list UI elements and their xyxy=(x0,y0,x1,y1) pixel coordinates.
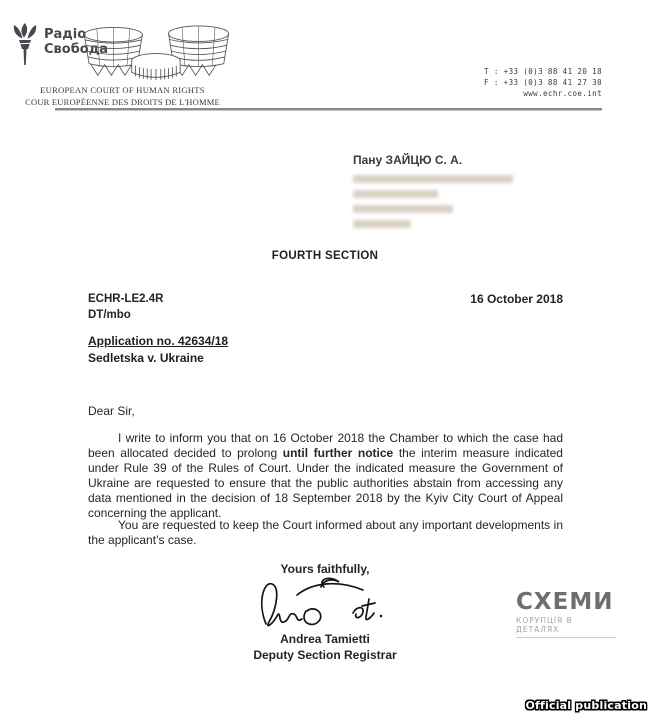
fax-number: F : +33 (0)3 88 41 27 30 xyxy=(484,78,602,87)
schemes-wordmark: СХЕМИ xyxy=(516,589,614,615)
section-heading: FOURTH SECTION xyxy=(271,250,379,262)
letterhead-divider xyxy=(55,108,602,111)
redacted-address-line xyxy=(353,205,453,213)
radio-svoboda-line1: Радіо xyxy=(44,27,87,42)
addressee-block xyxy=(353,153,513,235)
phone-number: T : +33 (0)3 88 41 20 18 xyxy=(484,67,602,76)
signer-name: Andrea Tamietti xyxy=(280,632,370,646)
signer-title: Deputy Section Registrar xyxy=(253,648,397,662)
redacted-address-line xyxy=(353,175,513,183)
body-paragraph-2: You are requested to keep the Court informed about any important developments in the applicant’s case. xyxy=(88,518,563,547)
redacted-address-line xyxy=(353,190,438,198)
application-number: Application no. 42634/18 xyxy=(88,334,229,348)
para1-text-before: I write to inform you that on 16 October 2018 the Chamber to which the case had been allocated decided to prolong xyxy=(88,431,563,460)
schemes-tagline: КОРУПЦІЯ В ДЕТАЛЯХ xyxy=(516,616,616,638)
body-paragraph-1 xyxy=(88,431,563,521)
court-name-french: COUR EUROPÉENNE DES DROITS DE L'HOMME xyxy=(25,97,220,107)
official-publication-badge: Official publication xyxy=(525,699,647,712)
reference-line-1: ECHR-LE2.4R xyxy=(88,293,164,305)
reference-line-2: DT/mbo xyxy=(88,309,131,321)
torch-icon xyxy=(10,22,40,71)
contact-block xyxy=(484,66,602,99)
court-letterhead xyxy=(20,84,225,108)
redacted-address-line xyxy=(353,220,411,228)
echr-building-icon xyxy=(70,24,238,91)
para1-bold-phrase: until further notice xyxy=(282,446,394,460)
closing-phrase: Yours faithfully, xyxy=(280,562,370,576)
para1-text-after: the interim measure indicated under Rule 39 of the Rules of Court. Under the indicated measure the Government of Ukraine are requested to ensure that the public authorities abstain from accessing any data mentioned in the decision of 18 September 2018 by the Kyiv City Court of Appeal concerning the applicant. xyxy=(88,446,563,520)
case-name: Sedletska v. Ukraine xyxy=(88,351,204,365)
radio-svoboda-line2: Свобода xyxy=(44,42,108,57)
schemes-watermark xyxy=(516,590,616,638)
salutation: Dear Sir, xyxy=(88,404,135,418)
addressee-name: Пану ЗАЙЦЮ С. А. xyxy=(353,153,463,167)
letter-date: 16 October 2018 xyxy=(470,292,563,306)
court-name-english: EUROPEAN COURT OF HUMAN RIGHTS xyxy=(40,85,205,95)
website-url: www.echr.coe.int xyxy=(523,89,602,98)
handwritten-signature xyxy=(253,572,398,639)
